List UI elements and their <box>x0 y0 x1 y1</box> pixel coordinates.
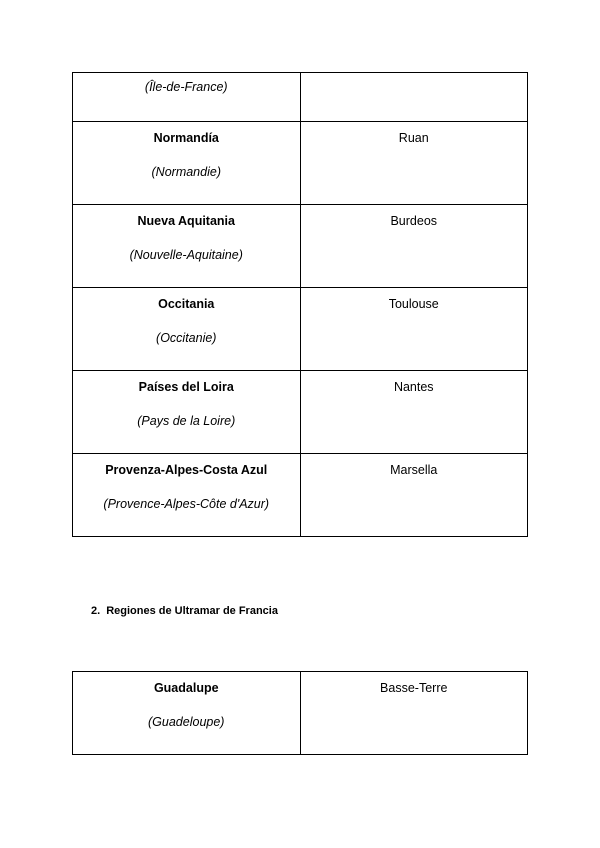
region-cell <box>73 672 301 755</box>
capital-cell <box>300 672 528 755</box>
region-cell <box>73 288 301 371</box>
capital-cell <box>300 122 528 205</box>
capital-name: Ruan <box>398 131 429 145</box>
region-name: Guadalupe <box>153 681 219 695</box>
section-heading <box>91 605 278 617</box>
region-name: Occitania <box>158 297 215 311</box>
table-row <box>73 205 528 288</box>
region-cell <box>73 205 301 288</box>
section-number: 2. <box>91 605 101 617</box>
region-name: Nueva Aquitania <box>137 214 235 228</box>
overseas-regions-table <box>72 671 528 755</box>
capital-name: Burdeos <box>390 214 438 228</box>
regions-table <box>72 72 528 537</box>
region-name: Normandía <box>153 131 219 145</box>
table-row <box>73 454 528 537</box>
region-native-name: (Nouvelle-Aquitaine) <box>129 248 243 262</box>
capital-name: Toulouse <box>388 297 439 311</box>
capital-cell <box>300 288 528 371</box>
table-row <box>73 288 528 371</box>
capital-cell <box>300 73 528 122</box>
region-cell <box>73 371 301 454</box>
region-native-name: (Normandie) <box>151 165 221 179</box>
table-row <box>73 73 528 122</box>
region-native-name: (Provence-Alpes-Côte d'Azur) <box>103 497 270 511</box>
table-row <box>73 122 528 205</box>
capital-cell <box>300 371 528 454</box>
region-name: Provenza-Alpes-Costa Azul <box>105 463 268 477</box>
region-native-name: (Occitanie) <box>156 331 217 345</box>
section-title: Regiones de Ultramar de Francia <box>106 605 278 617</box>
region-native-name: (Pays de la Loire) <box>137 414 236 428</box>
table-row <box>73 672 528 755</box>
capital-cell <box>300 454 528 537</box>
capital-name: Marsella <box>390 463 438 477</box>
region-cell <box>73 122 301 205</box>
region-native-name: (Guadeloupe) <box>148 715 225 729</box>
capital-cell <box>300 205 528 288</box>
region-cell <box>73 454 301 537</box>
table-row <box>73 371 528 454</box>
capital-name: Basse-Terre <box>380 681 448 695</box>
capital-name: Nantes <box>393 380 434 394</box>
region-cell <box>73 73 301 122</box>
region-name: Países del Loira <box>138 380 234 394</box>
region-native-name: (Île-de-France) <box>144 80 228 94</box>
